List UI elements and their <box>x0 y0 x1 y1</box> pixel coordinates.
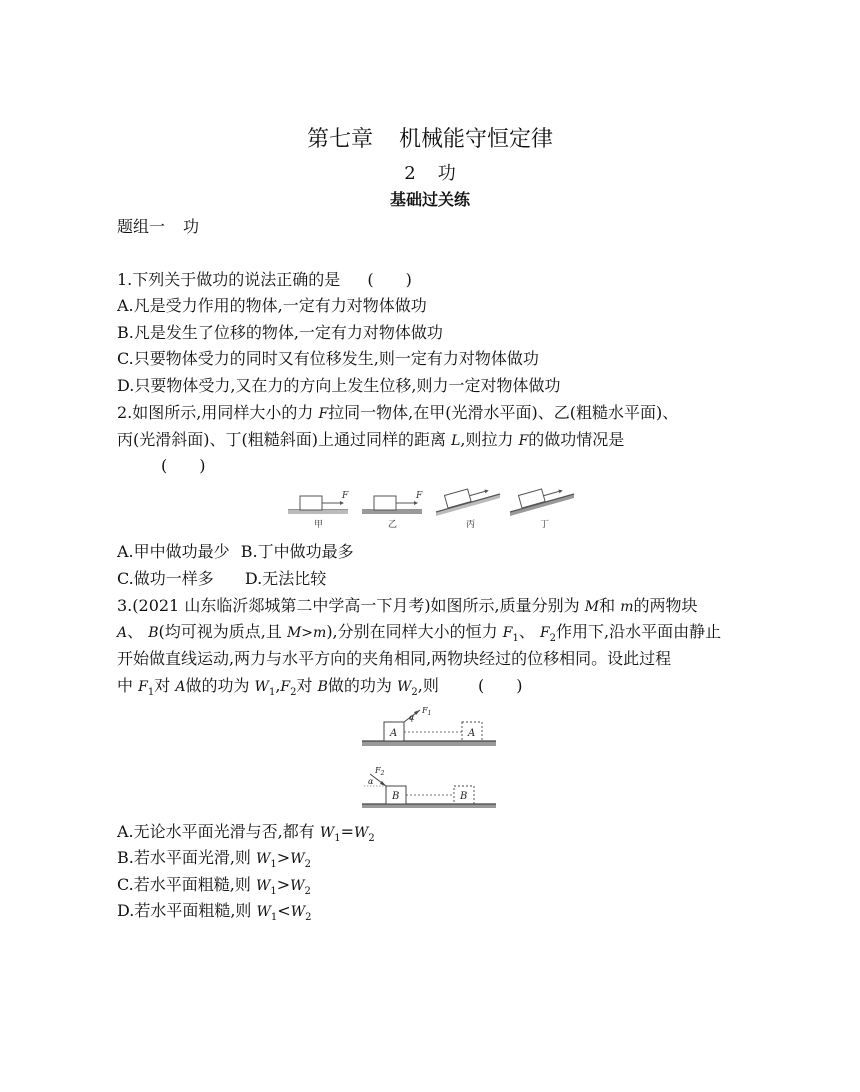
q3-force-F1: F <box>502 625 513 641</box>
q2-answer-bracket: ( ) <box>161 456 206 475</box>
q3-work-W: W <box>256 904 271 920</box>
q2-force-symbol: F <box>518 433 529 449</box>
q2-option-d: D.无法比较 <box>244 569 327 588</box>
q2-fig-label-jia: 甲 <box>314 520 324 530</box>
q2-option-b: B.丁中做功最多 <box>240 542 354 561</box>
q3-option-a <box>117 822 375 849</box>
chapter-title <box>0 122 860 153</box>
q3-option-text: A.无论水平面光滑与否,都有 <box>117 822 315 841</box>
q2-options-row2 <box>117 569 326 589</box>
q3-fig-F: F <box>375 766 381 775</box>
q3-stem-part: 对 <box>154 676 171 695</box>
q3-force-F1: F <box>138 679 148 695</box>
q3-force-F2: F <box>280 679 291 695</box>
section-number: 2 <box>404 163 416 184</box>
q3-fig-label-A-end: A <box>468 728 476 739</box>
q1-option-d: D.只要物体受力,又在力的方向上发生位移,则力一定对物体做功 <box>117 376 561 395</box>
q3-work-W: W <box>290 904 306 920</box>
q3-block-B: B <box>317 679 328 695</box>
q3-work-W: W <box>319 825 335 841</box>
q3-stem-part: 的两物块 <box>633 596 698 615</box>
q3-sub: 2 <box>549 633 557 645</box>
q3-work-W: W <box>255 878 271 894</box>
q3-fig-F2 <box>374 766 385 777</box>
q3-stem-part: 做的功为 <box>185 676 250 695</box>
q3-option-c <box>117 875 311 902</box>
q2-fig-label-ding: 丁 <box>540 520 550 530</box>
q2-option-a: A.甲中做功最少 <box>117 542 230 561</box>
q3-block-A: A <box>175 679 186 695</box>
q2-fig-jia <box>288 491 349 530</box>
q3-fig-sub: 1 <box>427 710 432 717</box>
q3-option-text: D.若水平面粗糙,则 <box>117 901 252 920</box>
q3-stem-part: ,则 <box>417 676 439 695</box>
q2-figure <box>286 484 578 532</box>
q2-fig-force-label: F <box>416 491 423 501</box>
q3-work-W: W <box>290 851 305 867</box>
q3-sub: 2 <box>368 833 375 845</box>
q3-option-b <box>117 848 311 875</box>
q3-stem-line4 <box>117 676 522 703</box>
q3-force-F2: F <box>539 625 550 641</box>
q3-stem-part: , <box>275 676 281 695</box>
q3-stem-line2 <box>117 622 721 649</box>
q3-stem-part: 和 <box>599 596 616 615</box>
q3-figure-bottom <box>362 764 498 808</box>
q3-relation: > <box>276 875 291 894</box>
q2-stem-part: 拉同一物体,在甲(光滑水平面)、乙(粗糙水平面)、 <box>328 403 679 422</box>
group-name: 功 <box>183 217 200 236</box>
q2-stem-part: 丙(光滑斜面)、丁(粗糙斜面)上通过同样的距离 <box>117 430 446 449</box>
q2-option-c: C.做功一样多 <box>117 569 214 588</box>
q1-answer-bracket: ( ) <box>367 270 412 289</box>
q3-sub: 2 <box>290 687 297 699</box>
q3-block-A: A <box>117 625 128 641</box>
q3-fig-alpha: α <box>368 777 374 786</box>
q3-fig-label-A: A <box>390 728 398 739</box>
q3-stem-part: 做的功为 <box>327 676 392 695</box>
q2-fig-bing <box>436 484 500 530</box>
q1-stem-text: 1.下列关于做功的说法正确的是 <box>117 270 341 289</box>
q3-stem-part: 中 <box>117 676 134 695</box>
q3-stem-part: (均可视为质点,且 <box>158 622 282 641</box>
q2-figure-svg <box>286 484 578 532</box>
q2-force-symbol: F <box>318 406 329 422</box>
q3-stem-part: ),分别在同样大小的恒力 <box>326 622 498 641</box>
q3-stem-part: 对 <box>296 676 313 695</box>
q3-sub: 2 <box>304 859 311 871</box>
q3-sub: 2 <box>411 687 418 699</box>
q3-relation: = <box>340 822 354 841</box>
q3-sub: 1 <box>270 859 277 871</box>
q3-relation: < <box>277 901 291 920</box>
q3-stem-part: 、 <box>127 622 144 641</box>
chapter-name: 机械能守恒定律 <box>399 127 554 152</box>
q3-fig-alpha: α <box>409 713 415 722</box>
q3-work-W: W <box>256 851 271 867</box>
q2-options-row1 <box>117 542 354 562</box>
q3-mass-M: M <box>584 599 600 615</box>
q1-stem <box>117 270 412 290</box>
q3-fig-label-B-end: B <box>460 791 468 802</box>
q3-stem-part: 、 <box>518 622 535 641</box>
q3-fig-sub: 2 <box>380 770 385 777</box>
q3-fig-F: F <box>422 706 428 715</box>
q1-option-b: B.凡是发生了位移的物体,一定有力对物体做功 <box>117 323 443 342</box>
q3-work-W: W <box>354 825 369 841</box>
q2-fig-ding <box>510 484 574 530</box>
q3-mass-m: m <box>620 599 634 615</box>
q2-fig-yi <box>362 491 423 530</box>
section-title <box>0 159 860 185</box>
chapter-number: 第七章 <box>306 127 373 152</box>
q2-stem-line1 <box>117 403 678 424</box>
q3-condition: M>m <box>286 625 327 641</box>
q2-fig-label-bing: 丙 <box>466 520 476 530</box>
subheading: 基础过关练 <box>389 190 470 209</box>
group-label: 题组一 <box>117 217 166 236</box>
q1-option-c: C.只要物体受力的同时又有位移发生,则一定有力对物体做功 <box>117 349 539 368</box>
q3-stem-line3: 开始做直线运动,两力与水平方向的夹角相同,两物块经过的位移相同。设此过程 <box>117 649 672 668</box>
q2-distance-symbol: L <box>451 433 461 449</box>
q3-sub: 1 <box>268 687 276 699</box>
q3-sub: 1 <box>334 833 341 845</box>
q3-fig-F1 <box>421 706 431 717</box>
q3-option-d <box>117 901 311 928</box>
q2-fig-force-label: F <box>342 491 349 501</box>
q3-stem-part: 3.(2021 山东临沂郯城第二中学高一下月考)如图所示,质量分别为 <box>117 596 580 615</box>
q3-answer-bracket: ( ) <box>477 676 523 695</box>
q3-figure-top <box>362 704 498 746</box>
q2-fig-label-yi: 乙 <box>388 520 398 530</box>
q3-sub: 1 <box>270 886 277 898</box>
group-heading <box>117 214 199 237</box>
q3-stem-part: 作用下,沿水平面由静止 <box>556 622 722 641</box>
q1-option-a: A.凡是受力作用的物体,一定有力对物体做功 <box>117 296 427 315</box>
q2-stem-part: 2.如图所示,用同样大小的力 <box>117 403 314 422</box>
section-name: 功 <box>437 163 456 184</box>
q3-sub: 2 <box>305 912 312 924</box>
q3-option-text: B.若水平面光滑,则 <box>117 848 251 867</box>
q2-stem-part: ,则拉力 <box>460 430 514 449</box>
q3-sub: 1 <box>270 912 278 924</box>
q3-work-W: W <box>397 679 412 695</box>
q3-sub: 2 <box>304 886 311 898</box>
q3-sub: 1 <box>147 687 155 699</box>
q2-stem-line2 <box>117 430 624 451</box>
q3-stem-line1 <box>117 596 698 617</box>
q3-work-W: W <box>290 878 305 894</box>
q2-stem-part: 的做功情况是 <box>528 430 625 449</box>
q3-fig-label-B: B <box>392 791 400 802</box>
q3-option-text: C.若水平面粗糙,则 <box>117 875 251 894</box>
q3-block-B: B <box>148 625 159 641</box>
q3-sub: 1 <box>512 633 519 645</box>
q3-relation: > <box>276 848 291 867</box>
q3-work-W: W <box>254 679 269 695</box>
